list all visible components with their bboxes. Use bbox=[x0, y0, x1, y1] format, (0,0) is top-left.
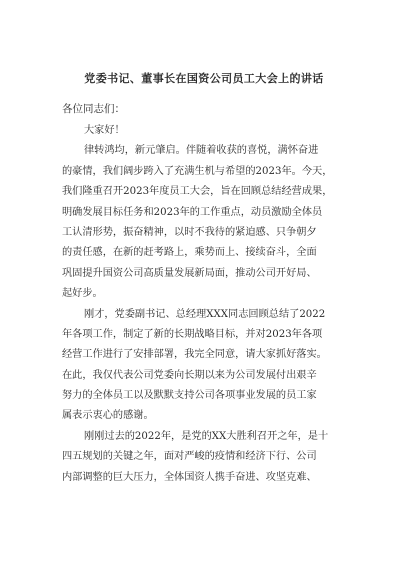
speech-body bbox=[62, 121, 368, 488]
paragraph-line: 起好步。 bbox=[62, 288, 103, 300]
paragraph-line: 明确发展目标任务和2023年的工作重点，动员激励全体员 bbox=[62, 206, 323, 218]
paragraph-line: 四五规划的关键之年，面对严峻的疫情和经济下行、公司 bbox=[62, 451, 317, 463]
paragraph-line: 努力的全体员工以及默默支持公司各项事业发展的员工家 bbox=[62, 390, 317, 402]
document-title: 党委书记、董事长在国资公司员工大会上的讲话 bbox=[84, 72, 324, 85]
paragraph-line: 大家好！ bbox=[84, 125, 125, 136]
paragraph-line: 律转鸿均，新元肇启。伴随着收获的喜悦，满怀奋进 bbox=[84, 145, 319, 157]
paragraph-line: 属表示衷心的感谢。 bbox=[62, 410, 154, 422]
paragraph-line: 年各项工作，制定了新的长期战略目标，并对2023年各项 bbox=[62, 328, 323, 340]
paragraph-line: 的豪情，我们阔步跨入了充满生机与希望的2023年。今天， bbox=[62, 165, 333, 177]
paragraph-line: 内部调整的巨大压力，全体国资人携手奋进、攻坚克难、 bbox=[62, 471, 317, 483]
salutation: 各位同志们： bbox=[62, 103, 125, 115]
paragraph-line: 在此，我仅代表公司党委向长期以来为公司发展付出艰辛 bbox=[62, 369, 317, 381]
paragraph-line: 我们隆重召开2023年度员工大会，旨在回顾总结经营成果， bbox=[62, 186, 333, 198]
paragraph-line: 刚刚过去的2022年，是党的XX大胜利召开之年，是十 bbox=[84, 430, 329, 442]
paragraph-line: 的责任感，在新的赶考路上，乘势而上、接续奋斗，全面 bbox=[62, 247, 317, 259]
paragraph-line: 巩固提升国资公司高质量发展新局面，推动公司开好局、 bbox=[62, 267, 317, 279]
paragraph-line: 经营工作进行了安排部署，我完全同意，请大家抓好落实。 bbox=[62, 349, 327, 361]
paragraph-line: 刚才，党委副书记、总经理XXX同志回顾总结了2022 bbox=[84, 308, 326, 320]
paragraph-line: 工认清形势，振奋精神，以时不我待的紧迫感、只争朝夕 bbox=[62, 226, 317, 238]
